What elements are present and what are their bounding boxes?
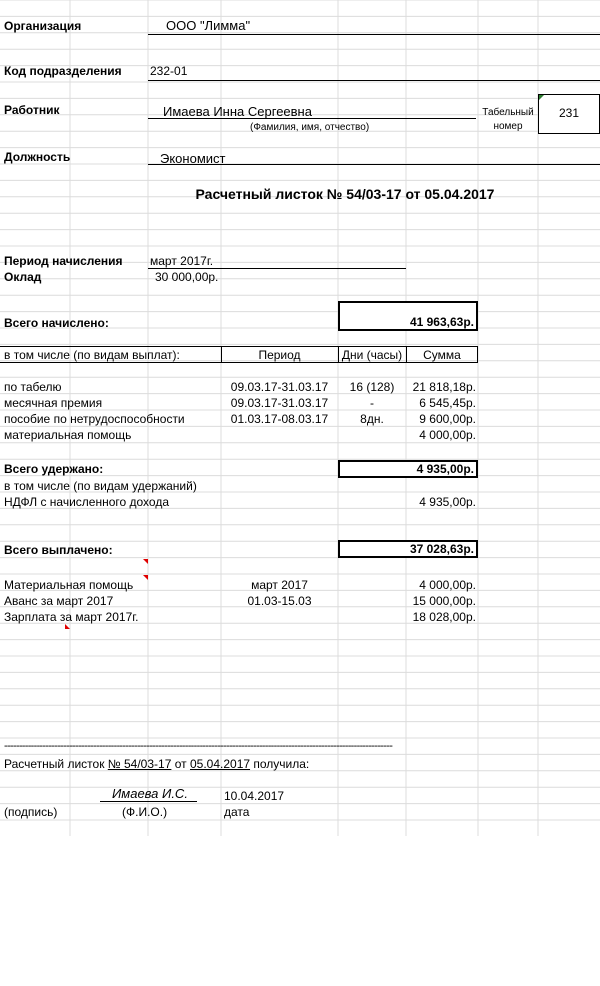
position-underline <box>148 164 600 165</box>
accrual-days: 8дн. <box>360 412 384 426</box>
receipt-number: № 54/03-17 <box>107 757 172 771</box>
period-label: Период начисления <box>4 254 123 268</box>
accrued-total: 41 963,63р. <box>409 315 474 329</box>
employee-name: Имаева Инна Сергеевна <box>163 104 312 119</box>
accrual-days: 16 (128) <box>349 380 395 394</box>
dept-underline <box>148 80 600 81</box>
comment-marker <box>143 559 148 564</box>
accrual-days: - <box>370 396 374 410</box>
comment-marker <box>65 624 70 629</box>
col-desc: в том числе (по видам выплат): <box>4 348 180 362</box>
sign-label: (подпись) <box>4 805 58 819</box>
dept-value: 232-01 <box>150 64 188 78</box>
accrual-period: 01.03.17-08.03.17 <box>230 412 329 426</box>
paid-label: Всего выплачено: <box>4 543 113 557</box>
payment-period: март 2017 <box>251 578 308 592</box>
accrual-name: материальная помощь <box>4 428 132 442</box>
accrual-sum: 9 600,00р. <box>419 412 476 426</box>
withheld-sub-label: в том числе (по видам удержаний) <box>4 479 197 493</box>
payment-name: Зарплата за март 2017г. <box>4 610 139 624</box>
tab-number-label-1: Табельный <box>482 107 534 118</box>
payment-sum: 15 000,00р. <box>412 594 476 608</box>
dept-label: Код подразделения <box>4 64 122 78</box>
payment-name: Материальная помощь <box>4 578 134 592</box>
position-value: Экономист <box>160 151 226 166</box>
accrual-sum: 4 000,00р. <box>419 428 476 442</box>
paid-total: 37 028,63р. <box>409 542 474 556</box>
col-divider <box>221 346 222 363</box>
col-divider <box>477 346 478 363</box>
accrual-name: пособие по нетрудоспособности <box>4 412 185 426</box>
tear-line: ----------------------------------------------------------------------------------------------------------------------------------- <box>4 740 393 752</box>
org-underline <box>148 34 600 35</box>
employee-label: Работник <box>4 103 60 117</box>
sign-date: 10.04.2017 <box>224 789 285 803</box>
col-divider <box>406 346 407 363</box>
tab-number-label-2: номер <box>493 121 523 132</box>
accrual-name: по табелю <box>4 380 62 394</box>
receipt-date: 05.04.2017 <box>189 757 251 771</box>
position-label: Должность <box>4 150 71 164</box>
period-underline <box>148 268 406 269</box>
org-value: ООО "Лимма" <box>166 18 251 33</box>
payment-sum: 18 028,00р. <box>412 610 476 624</box>
payment-name: Аванс за март 2017 <box>4 594 114 608</box>
accrual-sum: 21 818,18р. <box>412 380 476 394</box>
cell-note-marker <box>539 95 544 100</box>
employee-underline <box>148 118 476 119</box>
fio-label: (Ф.И.О.) <box>122 805 168 819</box>
col-period: Период <box>258 348 301 362</box>
page-title: Расчетный листок № 54/03-17 от 05.04.2017 <box>195 186 495 202</box>
period-value: март 2017г. <box>150 254 214 268</box>
col-sum: Сумма <box>423 348 461 362</box>
withheld-label: Всего удержано: <box>4 462 104 476</box>
date-label: дата <box>224 805 250 819</box>
col-days: Дни (часы) <box>341 348 403 362</box>
col-divider <box>338 346 339 363</box>
salary-label: Оклад <box>4 270 42 284</box>
org-label: Организация <box>4 19 82 33</box>
payment-sum: 4 000,00р. <box>419 578 476 592</box>
payment-period: 01.03-15.03 <box>247 594 312 608</box>
employee-caption: (Фамилия, имя, отчество) <box>250 122 370 133</box>
accrued-label: Всего начислено: <box>4 316 109 330</box>
accrual-name: месячная премия <box>4 396 103 410</box>
accrual-period: 09.03.17-31.03.17 <box>230 380 329 394</box>
receipt-line: Расчетный листок № 54/03-17 от 05.04.2017 получила: <box>4 757 310 771</box>
withheld-total: 4 935,00р. <box>416 462 474 476</box>
signature-name: Имаева И.С. <box>112 786 188 801</box>
comment-marker <box>143 575 148 580</box>
withheld-item-name: НДФЛ с начисленного дохода <box>4 495 170 509</box>
accrual-sum: 6 545,45р. <box>419 396 476 410</box>
accrual-period: 09.03.17-31.03.17 <box>230 396 329 410</box>
signature-underline <box>100 801 197 802</box>
withheld-item-sum: 4 935,00р. <box>419 495 476 509</box>
tab-number-value: 231 <box>558 106 580 120</box>
salary-value: 30 000,00р. <box>155 270 219 284</box>
